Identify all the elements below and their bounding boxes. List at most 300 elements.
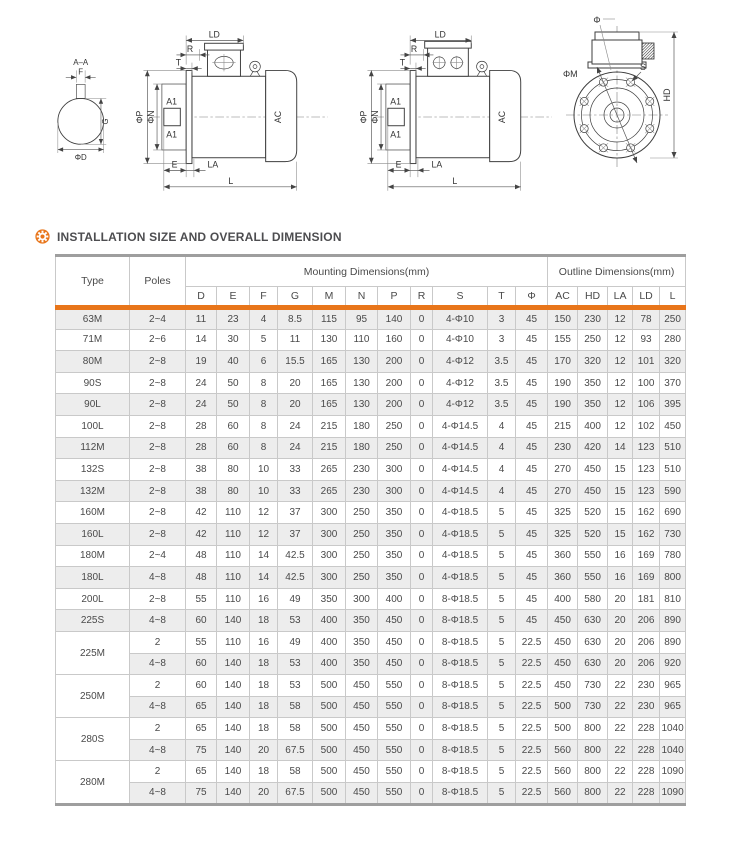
cell-type: 225S [56, 610, 130, 632]
cell-D: 11 [186, 308, 217, 330]
terminal-box [425, 41, 472, 76]
cell-F: 20 [250, 739, 278, 761]
cell-Φ: 22.5 [516, 739, 548, 761]
cell-Φ: 45 [516, 588, 548, 610]
cell-S: 8-Φ18.5 [433, 631, 488, 653]
cell-T: 5 [488, 631, 516, 653]
cell-LD: 228 [633, 739, 660, 761]
cell-poles: 2~8 [130, 459, 186, 481]
cell-N: 450 [346, 739, 378, 761]
cell-AC: 170 [548, 351, 578, 373]
column-header-M: M [313, 287, 346, 308]
cell-D: 60 [186, 610, 217, 632]
cell-HD: 420 [578, 437, 608, 459]
cell-S: 8-Φ18.5 [433, 783, 488, 805]
cell-L: 730 [660, 523, 686, 545]
column-header-S: S [433, 287, 488, 308]
table-row [56, 761, 686, 783]
cell-M: 350 [313, 588, 346, 610]
cell-LA: 15 [608, 459, 633, 481]
cell-E: 140 [217, 718, 250, 740]
cell-L: 800 [660, 567, 686, 589]
cell-G: 42.5 [278, 545, 313, 567]
cell-E: 110 [217, 502, 250, 524]
technical-drawings [0, 0, 740, 218]
cell-M: 300 [313, 523, 346, 545]
cell-type: 132S [56, 459, 130, 481]
cell-LD: 206 [633, 610, 660, 632]
cell-D: 24 [186, 372, 217, 394]
cell-LD: 206 [633, 653, 660, 675]
table-row [56, 351, 686, 373]
cell-T: 5 [488, 545, 516, 567]
cell-AC: 215 [548, 415, 578, 437]
cell-L: 280 [660, 329, 686, 351]
table-row [56, 739, 686, 761]
cell-F: 6 [250, 351, 278, 373]
header-row-groups [56, 256, 686, 287]
column-header-E: E [217, 287, 250, 308]
cell-P: 350 [378, 502, 411, 524]
cell-M: 300 [313, 567, 346, 589]
cell-F: 10 [250, 480, 278, 502]
cell-Φ: 45 [516, 372, 548, 394]
cell-LA: 12 [608, 351, 633, 373]
cell-E: 50 [217, 394, 250, 416]
cell-type: 132M [56, 480, 130, 502]
cable-gland [642, 43, 654, 59]
cell-F: 14 [250, 545, 278, 567]
cell-M: 500 [313, 761, 346, 783]
cell-R: 0 [411, 783, 433, 805]
cell-LA: 12 [608, 415, 633, 437]
cell-M: 500 [313, 739, 346, 761]
cell-P: 250 [378, 437, 411, 459]
cell-AC: 230 [548, 437, 578, 459]
cell-L: 965 [660, 675, 686, 697]
table-row [56, 329, 686, 351]
cell-Φ: 45 [516, 415, 548, 437]
cell-G: 53 [278, 610, 313, 632]
dimensions-table [55, 254, 686, 806]
cell-LD: 230 [633, 675, 660, 697]
cell-N: 230 [346, 459, 378, 481]
cell-M: 500 [313, 675, 346, 697]
cell-R: 0 [411, 308, 433, 330]
cell-S: 8-Φ18.5 [433, 588, 488, 610]
cell-N: 450 [346, 675, 378, 697]
table-row [56, 783, 686, 805]
cell-L: 370 [660, 372, 686, 394]
motor-side-view-2 [358, 29, 551, 190]
cell-LD: 123 [633, 459, 660, 481]
cell-Φ: 45 [516, 610, 548, 632]
cell-poles: 2~4 [130, 308, 186, 330]
cell-Φ: 45 [516, 308, 548, 330]
cell-type: 280M [56, 761, 130, 804]
label-ld: LD [208, 29, 220, 40]
cell-R: 0 [411, 394, 433, 416]
label-ld: LD [434, 29, 446, 40]
table-row [56, 588, 686, 610]
cell-poles: 2~8 [130, 588, 186, 610]
cell-R: 0 [411, 480, 433, 502]
cell-N: 350 [346, 610, 378, 632]
cell-R: 0 [411, 459, 433, 481]
cell-LD: 123 [633, 480, 660, 502]
cell-G: 8.5 [278, 308, 313, 330]
cell-Φ: 22.5 [516, 675, 548, 697]
cell-AC: 270 [548, 459, 578, 481]
cell-P: 160 [378, 329, 411, 351]
cell-M: 165 [313, 372, 346, 394]
table-row [56, 545, 686, 567]
cell-T: 4 [488, 480, 516, 502]
cell-HD: 800 [578, 783, 608, 805]
table-row [56, 502, 686, 524]
cell-N: 110 [346, 329, 378, 351]
gear-icon [35, 229, 50, 244]
cell-R: 0 [411, 718, 433, 740]
cell-poles: 2~8 [130, 415, 186, 437]
cell-E: 140 [217, 653, 250, 675]
cell-S: 4-Φ14.5 [433, 480, 488, 502]
cell-Φ: 22.5 [516, 696, 548, 718]
cell-M: 265 [313, 480, 346, 502]
cell-HD: 730 [578, 696, 608, 718]
cell-L: 510 [660, 459, 686, 481]
cell-AC: 150 [548, 308, 578, 330]
cell-N: 450 [346, 696, 378, 718]
cell-LA: 22 [608, 696, 633, 718]
cell-E: 140 [217, 610, 250, 632]
cell-LA: 12 [608, 329, 633, 351]
cell-L: 890 [660, 610, 686, 632]
cell-M: 165 [313, 351, 346, 373]
cell-Φ: 45 [516, 523, 548, 545]
cell-E: 140 [217, 696, 250, 718]
cell-F: 20 [250, 783, 278, 805]
cell-E: 40 [217, 351, 250, 373]
cell-LA: 22 [608, 783, 633, 805]
column-header-AC: AC [548, 287, 578, 308]
cell-G: 20 [278, 372, 313, 394]
column-header-type: Type [56, 256, 130, 308]
table-row [56, 631, 686, 653]
cell-R: 0 [411, 545, 433, 567]
cell-L: 780 [660, 545, 686, 567]
cell-P: 350 [378, 567, 411, 589]
cell-AC: 400 [548, 588, 578, 610]
cell-HD: 550 [578, 545, 608, 567]
cell-T: 4 [488, 437, 516, 459]
cell-AC: 155 [548, 329, 578, 351]
column-header-P: P [378, 287, 411, 308]
cell-E: 80 [217, 459, 250, 481]
cell-M: 165 [313, 394, 346, 416]
label-phi-p: ΦP [134, 110, 145, 124]
label-phi-n: ΦN [370, 110, 381, 124]
cell-P: 400 [378, 588, 411, 610]
cell-type: 160M [56, 502, 130, 524]
cell-AC: 500 [548, 718, 578, 740]
cell-LA: 16 [608, 567, 633, 589]
cell-LD: 228 [633, 783, 660, 805]
cell-E: 80 [217, 480, 250, 502]
cell-R: 0 [411, 329, 433, 351]
cell-P: 200 [378, 394, 411, 416]
cell-E: 140 [217, 739, 250, 761]
cell-D: 60 [186, 653, 217, 675]
cell-LD: 123 [633, 437, 660, 459]
cell-R: 0 [411, 631, 433, 653]
cell-HD: 320 [578, 351, 608, 373]
cell-G: 58 [278, 718, 313, 740]
cell-Φ: 45 [516, 545, 548, 567]
cell-T: 5 [488, 588, 516, 610]
cell-Φ: 22.5 [516, 783, 548, 805]
cell-P: 550 [378, 675, 411, 697]
cell-LA: 15 [608, 523, 633, 545]
cell-P: 200 [378, 372, 411, 394]
cell-T: 5 [488, 696, 516, 718]
cell-M: 130 [313, 329, 346, 351]
label-s: S [639, 62, 647, 72]
cell-G: 11 [278, 329, 313, 351]
cell-D: 65 [186, 696, 217, 718]
cell-type: 280S [56, 718, 130, 761]
cell-G: 49 [278, 588, 313, 610]
cell-AC: 270 [548, 480, 578, 502]
cell-P: 450 [378, 610, 411, 632]
cell-Φ: 45 [516, 459, 548, 481]
cell-poles: 4~8 [130, 739, 186, 761]
cell-AC: 190 [548, 394, 578, 416]
cell-S: 4-Φ14.5 [433, 437, 488, 459]
cell-L: 920 [660, 653, 686, 675]
cell-type: 180L [56, 567, 130, 589]
cell-Φ: 45 [516, 351, 548, 373]
section-label: A–A [73, 58, 89, 68]
cell-AC: 560 [548, 783, 578, 805]
section-title: INSTALLATION SIZE AND OVERALL DIMENSION [57, 229, 342, 244]
cell-LD: 228 [633, 761, 660, 783]
shaft-section-view [58, 58, 110, 162]
cell-S: 4-Φ10 [433, 308, 488, 330]
cell-N: 250 [346, 502, 378, 524]
table-row [56, 696, 686, 718]
cell-L: 1040 [660, 718, 686, 740]
cell-G: 58 [278, 761, 313, 783]
cell-R: 0 [411, 588, 433, 610]
cell-R: 0 [411, 372, 433, 394]
cell-G: 49 [278, 631, 313, 653]
cell-T: 5 [488, 523, 516, 545]
column-header-poles: Poles [130, 256, 186, 308]
cell-F: 5 [250, 329, 278, 351]
cell-D: 48 [186, 567, 217, 589]
cell-S: 8-Φ18.5 [433, 761, 488, 783]
cell-LD: 162 [633, 523, 660, 545]
cell-Φ: 22.5 [516, 653, 548, 675]
flange-plate [186, 70, 192, 163]
cell-L: 395 [660, 394, 686, 416]
label-t: T [399, 57, 406, 68]
table-row [56, 372, 686, 394]
cell-R: 0 [411, 761, 433, 783]
cell-AC: 450 [548, 675, 578, 697]
label-ac: AC [497, 110, 508, 124]
cell-AC: 450 [548, 610, 578, 632]
cell-P: 350 [378, 545, 411, 567]
cell-HD: 800 [578, 739, 608, 761]
cell-HD: 250 [578, 329, 608, 351]
cell-L: 250 [660, 308, 686, 330]
cell-D: 60 [186, 675, 217, 697]
cell-L: 450 [660, 415, 686, 437]
table-row [56, 610, 686, 632]
cell-LA: 20 [608, 631, 633, 653]
cell-T: 5 [488, 739, 516, 761]
cell-Φ: 45 [516, 480, 548, 502]
cell-F: 14 [250, 567, 278, 589]
cell-N: 95 [346, 308, 378, 330]
cell-AC: 500 [548, 696, 578, 718]
cell-G: 67.5 [278, 783, 313, 805]
cell-type: 100L [56, 415, 130, 437]
cell-D: 38 [186, 459, 217, 481]
cell-E: 140 [217, 783, 250, 805]
cell-N: 130 [346, 372, 378, 394]
label-phi: Φ [593, 15, 601, 25]
cell-G: 67.5 [278, 739, 313, 761]
cell-R: 0 [411, 523, 433, 545]
cell-P: 350 [378, 523, 411, 545]
cell-S: 8-Φ18.5 [433, 675, 488, 697]
cell-P: 300 [378, 459, 411, 481]
cell-S: 8-Φ18.5 [433, 610, 488, 632]
cell-R: 0 [411, 739, 433, 761]
cell-P: 550 [378, 783, 411, 805]
cell-M: 400 [313, 610, 346, 632]
cell-P: 550 [378, 761, 411, 783]
cell-poles: 4~8 [130, 653, 186, 675]
cell-D: 42 [186, 502, 217, 524]
cell-S: 4-Φ12 [433, 351, 488, 373]
column-header-T: T [488, 287, 516, 308]
cell-F: 8 [250, 394, 278, 416]
cell-HD: 630 [578, 631, 608, 653]
cell-M: 300 [313, 502, 346, 524]
flange-plate [410, 70, 416, 163]
cell-poles: 2 [130, 718, 186, 740]
cell-Φ: 45 [516, 567, 548, 589]
cell-Φ: 45 [516, 502, 548, 524]
cell-HD: 800 [578, 718, 608, 740]
cell-F: 12 [250, 523, 278, 545]
cell-M: 215 [313, 437, 346, 459]
cell-N: 350 [346, 631, 378, 653]
cell-R: 0 [411, 696, 433, 718]
column-header-R: R [411, 287, 433, 308]
cell-LD: 228 [633, 718, 660, 740]
cell-F: 8 [250, 372, 278, 394]
cell-D: 38 [186, 480, 217, 502]
cell-S: 4-Φ14.5 [433, 459, 488, 481]
cell-LA: 20 [608, 610, 633, 632]
column-header-HD: HD [578, 287, 608, 308]
cell-P: 300 [378, 480, 411, 502]
label-la: LA [207, 159, 219, 170]
cell-G: 53 [278, 675, 313, 697]
cell-T: 5 [488, 675, 516, 697]
column-header-Φ: Φ [516, 287, 548, 308]
cell-G: 24 [278, 437, 313, 459]
column-header-N: N [346, 287, 378, 308]
cell-HD: 730 [578, 675, 608, 697]
cell-R: 0 [411, 567, 433, 589]
cell-HD: 350 [578, 372, 608, 394]
cell-F: 4 [250, 308, 278, 330]
cell-HD: 450 [578, 459, 608, 481]
cell-LA: 15 [608, 502, 633, 524]
cell-LA: 22 [608, 675, 633, 697]
cell-S: 4-Φ18.5 [433, 545, 488, 567]
cell-L: 965 [660, 696, 686, 718]
cell-AC: 450 [548, 653, 578, 675]
cell-HD: 520 [578, 502, 608, 524]
cell-LD: 102 [633, 415, 660, 437]
cell-HD: 450 [578, 480, 608, 502]
cell-poles: 2 [130, 631, 186, 653]
label-phi-p: ΦP [358, 110, 369, 124]
cell-P: 200 [378, 351, 411, 373]
cell-F: 18 [250, 761, 278, 783]
cell-HD: 550 [578, 567, 608, 589]
table-row [56, 459, 686, 481]
cell-R: 0 [411, 437, 433, 459]
cell-AC: 190 [548, 372, 578, 394]
cell-Φ: 22.5 [516, 718, 548, 740]
cell-P: 450 [378, 653, 411, 675]
cell-L: 590 [660, 480, 686, 502]
cell-S: 4-Φ14.5 [433, 415, 488, 437]
cell-LD: 162 [633, 502, 660, 524]
cell-D: 28 [186, 437, 217, 459]
label-ac: AC [273, 110, 284, 124]
cell-LA: 12 [608, 372, 633, 394]
cell-P: 550 [378, 718, 411, 740]
cell-LD: 206 [633, 631, 660, 653]
cell-P: 450 [378, 631, 411, 653]
cell-R: 0 [411, 351, 433, 373]
label-r: R [410, 44, 418, 55]
label-a1-bottom: A1 [390, 129, 401, 140]
cell-HD: 520 [578, 523, 608, 545]
cell-P: 250 [378, 415, 411, 437]
cell-AC: 360 [548, 567, 578, 589]
cell-F: 16 [250, 631, 278, 653]
cell-type: 71M [56, 329, 130, 351]
cell-T: 5 [488, 761, 516, 783]
cell-poles: 4~8 [130, 696, 186, 718]
cell-N: 180 [346, 415, 378, 437]
cell-N: 250 [346, 567, 378, 589]
cell-T: 5 [488, 783, 516, 805]
cell-poles: 2~4 [130, 545, 186, 567]
cell-T: 3 [488, 308, 516, 330]
cell-AC: 360 [548, 545, 578, 567]
